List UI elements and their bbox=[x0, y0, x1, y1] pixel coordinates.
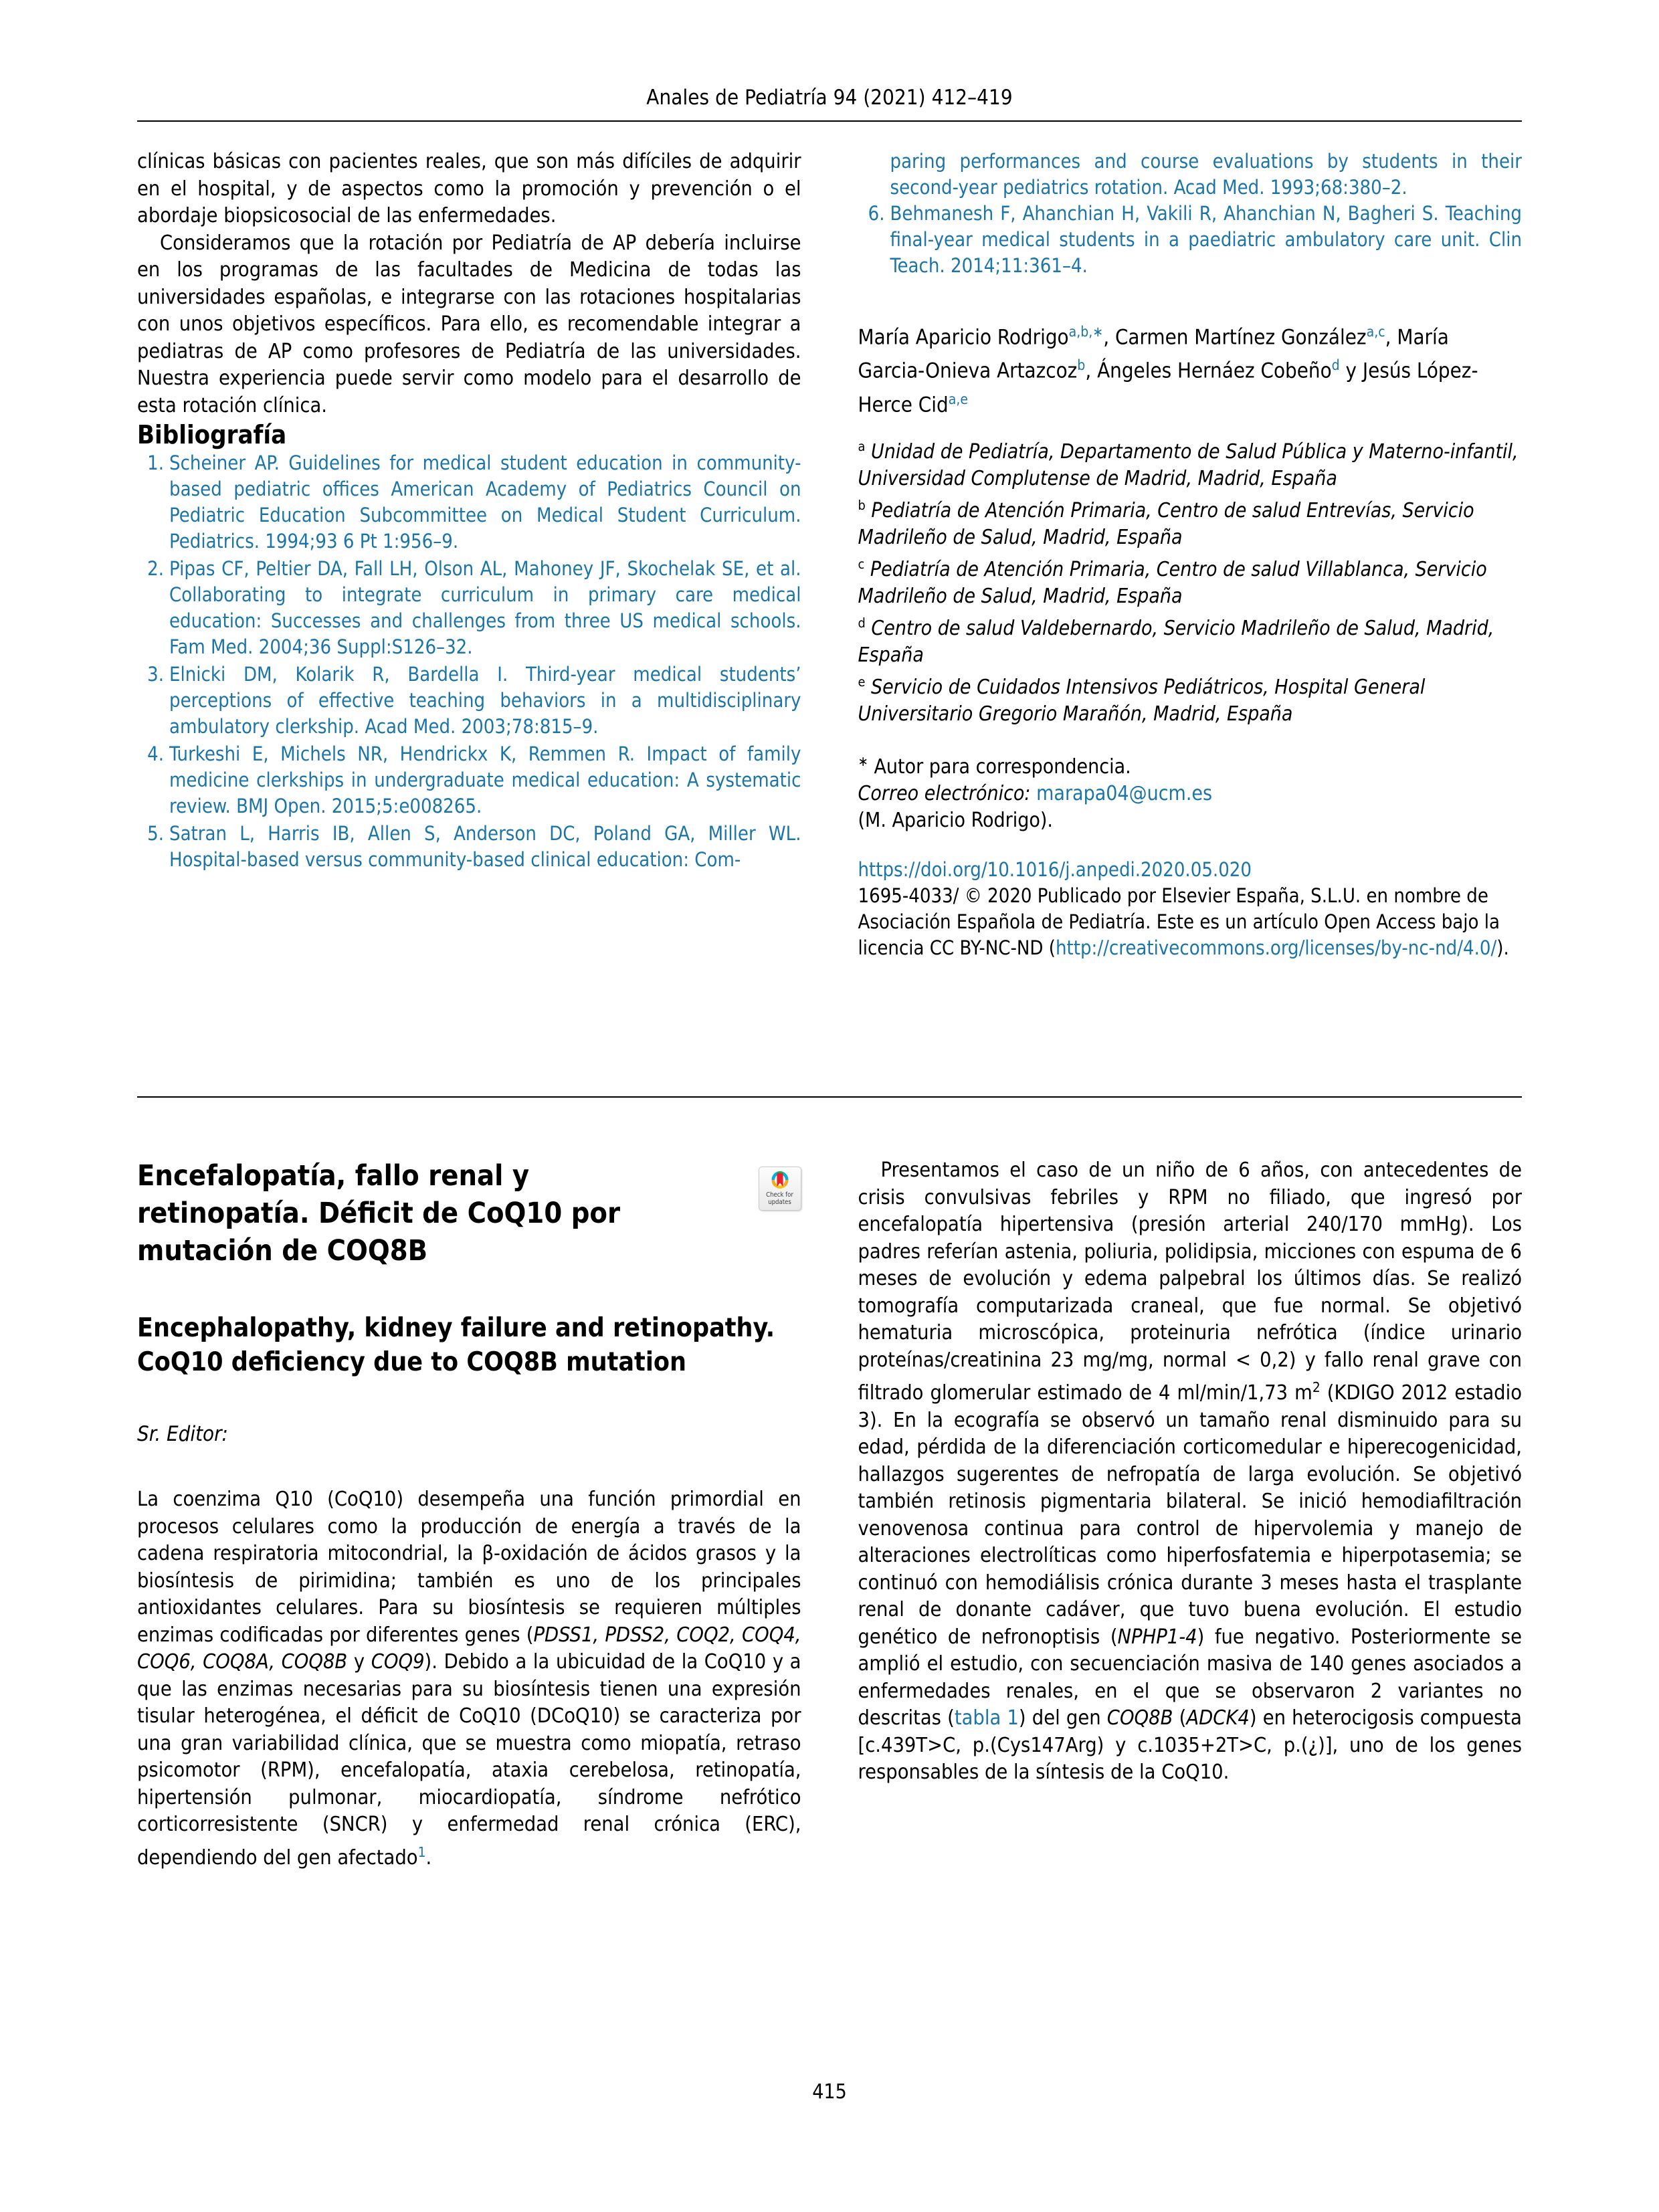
author-list bbox=[858, 318, 1523, 419]
affiliation-text: Pediatría de Atención Primaria, Centro de salud Entrevías, Servicio Madrileño de Salud, Madrid, España bbox=[858, 498, 1474, 549]
running-head: Anales de Pediatría 94 (2021) 412–419 bbox=[646, 86, 1013, 110]
article1-right-column bbox=[858, 148, 1523, 961]
email-link[interactable]: marapa04@ucm.es bbox=[1036, 781, 1213, 805]
author-sep: , bbox=[1103, 325, 1115, 350]
gene-adck4: ADCK4 bbox=[1186, 1706, 1250, 1730]
affiliation-marker: d bbox=[858, 615, 866, 631]
affiliation-text: Unidad de Pediatría, Departamento de Salud Pública y Materno-infantil, Universidad Complutense de Madrid, Madrid, España bbox=[858, 439, 1519, 490]
affiliation-item bbox=[858, 551, 1523, 610]
running-head-rule bbox=[137, 120, 1522, 122]
article2-left-paragraph: La coenzima Q10 (CoQ10) desempeña una función primordial en procesos celulares como la producción de energía a través de la cadena respiratoria mitocondrial, la β-oxidación de ácidos grasos y la biosíntesis de pirimidina; también es uno de los principales antioxidantes celulares. Para su biosíntesis se requieren múltiples enzimas codificadas por diferentes genes (PDSS1, PDSS2, COQ2, COQ4, COQ6, COQ8A, COQ8B y COQ9). Debido a la ubicuidad de la CoQ10 y a que las enzimas necesarias para su biosíntesis tienen una expresión tisular heterogénea, el déficit de CoQ10 (DCoQ10) se caracteriza por una gran variabilidad clínica, que se muestra como miopatía, retraso psicomotor (RPM), encefalopatía, ataxia cerebelosa, retinopatía, hipertensión pulmonar, miocardiopatía, síndrome nefrótico corticorresistente (SNCR) y enfermedad renal crónica (ERC), dependiendo del gen afectado$^1$. bbox=[137, 1488, 801, 1870]
affiliation-list bbox=[858, 433, 1523, 728]
paragraph-considerations: Consideramos que la rotación por Pediatría de AP debería incluirse en los programas de las facultades de Medicina de todas las universidades españolas, e integrarse con las rotaciones hospitalarias con unos objetivos específicos. Para ello, es recomendable integrar a pediatras de AP como profesores de Pediatría de las universidades. Nuestra experiencia puede servir como modelo para el desarrollo de esta rotación clínica. bbox=[137, 231, 801, 417]
corresponding-author-block bbox=[858, 748, 1523, 834]
author-affiliation-marker: d bbox=[1331, 357, 1340, 374]
reference-item[interactable]: Satran L, Harris IB, Allen S, Anderson DC, Poland GA, Miller WL. Hospital-based versus community-based clinical education: Com- bbox=[169, 822, 801, 871]
continued-paragraph: clínicas básicas con pacientes reales, que son más difíciles de adquirir en el hospital, y de aspectos como la promoción y prevención o el abordaje biopsicosocial de las enfermedades. bbox=[137, 150, 801, 227]
gene-coq9: COQ9 bbox=[371, 1650, 425, 1674]
gene-names: PDSS1, PDSS2, COQ2, COQ4, COQ6, COQ8A, COQ8B bbox=[137, 1623, 801, 1674]
affiliation-marker: a bbox=[858, 438, 866, 454]
affiliation-marker: c bbox=[858, 556, 865, 572]
page-number: 415 bbox=[812, 2080, 847, 2104]
corresponding-author-note: ∗ Autor para correspondencia. bbox=[858, 752, 1131, 779]
reference-item[interactable]: Pipas CF, Peltier DA, Fall LH, Olson AL, Mahoney JF, Skochelak SE, et al. Collaborating to integrate curriculum in primary care medical education: Successes and challenges from three US medical schools. Fam Med. 2004;36 Suppl:S126–32. bbox=[169, 557, 801, 658]
copyright-text: 1695-4033/ © 2020 Publicado por Elsevier España, S.L.U. en nombre de Asociación Española de Pediatría. Este es un artículo Open Access bajo la licencia CC BY-NC-ND (http://creativecommons.org/licenses/by-nc-nd/4.0/). bbox=[858, 884, 1509, 959]
gene-coq8b: COQ8B bbox=[1106, 1706, 1173, 1730]
article-separator-rule bbox=[137, 1096, 1522, 1098]
affiliation-item bbox=[858, 433, 1523, 492]
affiliation-marker: b bbox=[858, 497, 866, 513]
affiliation-text: Servicio de Cuidados Intensivos Pediátricos, Hospital General Universitario Gregorio Marañón, Madrid, España bbox=[858, 675, 1426, 726]
email-owner: (M. Aparicio Rodrigo). bbox=[858, 808, 1053, 832]
reference-item[interactable]: Scheiner AP. Guidelines for medical student education in community-based pediatric offices American Academy of Pediatrics Council on Pediatric Education Subcommittee on Medical Student Curriculum. Pediatrics. 1994;93 6 Pt 1:956–9. bbox=[169, 451, 801, 552]
salutation: Sr. Editor: bbox=[137, 1422, 228, 1446]
author-name: Carmen Martínez González bbox=[1114, 325, 1367, 350]
doi-copyright-block bbox=[858, 857, 1523, 961]
author-name: Ángeles Hernáez Cobeño bbox=[1097, 359, 1332, 383]
reference5-continuation[interactable]: paring performances and course evaluations by students in their second-year pediatrics rotation. Acad Med. 1993;68:380–2. bbox=[890, 150, 1522, 199]
article-title-en: Encephalopathy, kidney failure and retinopathy. CoQ10 deficiency due to COQ8B mutation bbox=[137, 1313, 775, 1377]
author-sep: , bbox=[1085, 359, 1098, 383]
bibliography-heading: Bibliografía bbox=[137, 420, 287, 449]
superscript-squared: 2 bbox=[1312, 1379, 1321, 1395]
author-sep: , bbox=[1385, 325, 1391, 350]
affiliation-item bbox=[858, 669, 1523, 728]
crossmark-label: Check for updates bbox=[766, 1191, 793, 1206]
reference-item[interactable]: Behmanesh F, Ahanchian H, Vakili R, Ahanchian N, Bagheri S. Teaching final-year medical students in a paediatric ambulatory care unit. Clin Teach. 2014;11:361–4. bbox=[890, 202, 1522, 277]
article1-columns bbox=[137, 148, 1522, 961]
reference-item[interactable]: Elnicki DM, Kolarik R, Bardella I. Third-year medical students’ perceptions of effective teaching behaviors in a multidisciplinary ambulatory clerkship. Acad Med. 2003;78:815–9. bbox=[169, 663, 801, 738]
affiliation-marker: e bbox=[858, 674, 866, 690]
license-link[interactable]: http://creativecommons.org/licenses/by-nc-nd/4.0/ bbox=[1055, 936, 1497, 959]
author-name: María Garcia-Onieva Artazcoz bbox=[858, 325, 1449, 383]
doi-link[interactable]: https://doi.org/10.1016/j.anpedi.2020.05.020 bbox=[858, 858, 1252, 881]
affiliation-item bbox=[858, 610, 1523, 669]
article2-right-column bbox=[858, 1157, 1523, 1787]
reference-item[interactable]: Turkeshi E, Michels NR, Hendrickx K, Remmen R. Impact of family medicine clerkships in undergraduate medical education: A systematic review. BMJ Open. 2015;5:e008265. bbox=[169, 742, 801, 817]
article2-right-paragraph: Presentamos el caso de un niño de 6 años, con antecedentes de crisis convulsivas febriles y RPM no filiado, que ingresó por encefalopatía hipertensiva (presión arterial 240/170 mmHg). Los padres referían astenia, poliuria, polidipsia, micciones con espuma de 6 meses de evolución y edema palpebral los últimos días. Se realizó tomografía computarizada craneal, que fue normal. Se objetivó hematuria microscópica, proteinuria nefrótica (índice urinario proteínas/creatinina 23 mg/mg, normal < 0,2) y fallo renal grave con filtrado glomerular estimado de 4 ml/min/1,73 $m^2$ (KDIGO 2012 estadio 3). En la ecografía se observó un tamaño renal disminuido para su edad, pérdida de la diferenciación corticomedular e hiperecogenicidad, hallazgos sugerentes de nefropatía de larga evolución. Se objetivó también retinosis pigmentaria bilateral. Se inició hemodiafiltración venovenosa continua para control de hipervolemia y manejo de alteraciones electrolíticas como hiperfosfatemia e hiperpotasemia; se continuó con hemodiálisis crónica durante 3 meses hasta el trasplante renal de donante cadáver, que tuvo buena evolución. El estudio genético de nefronoptisis (NPHP1-4) fue negativo. Posteriormente se amplió el estudio, con secuenciación masiva de 140 genes asociados a enfermedades renales, en el que se observaron 2 variantes no descritas (tabla 1) del gen COQ8B (ADCK4) en heterocigosis compuesta [c.439T>C, p.(Cys147Arg) y c.1035+2T>C, p.(¿)], uno de los genes responsables de la síntesis de la CoQ10. bbox=[858, 1159, 1522, 1785]
affiliation-item bbox=[858, 492, 1523, 551]
author-name: y Jesús López-Herce Cid bbox=[858, 359, 1478, 417]
article1-left-column bbox=[137, 148, 801, 874]
article-title-es: Encefalopatía, fallo renal y retinopatía. Déficit de CoQ10 por mutación de COQ8B bbox=[137, 1159, 621, 1268]
table-link[interactable]: tabla 1 bbox=[954, 1706, 1019, 1730]
author-name: María Aparicio Rodrigo bbox=[858, 325, 1069, 350]
reference-list-continued bbox=[858, 201, 1523, 279]
citation-marker[interactable]: 1 bbox=[417, 1843, 426, 1860]
email-line bbox=[858, 781, 1523, 807]
crossmark-badge[interactable] bbox=[759, 1167, 801, 1211]
article2-left-column bbox=[137, 1157, 801, 1872]
author-affiliation-marker: b bbox=[1077, 357, 1086, 374]
gene-nphp: NPHP1-4 bbox=[1117, 1625, 1197, 1649]
author-affiliation-marker: a,e bbox=[948, 390, 969, 407]
asterisk-marker: ∗ bbox=[858, 752, 868, 769]
crossmark-icon bbox=[766, 1170, 794, 1191]
article2-columns bbox=[137, 1157, 1522, 1872]
affiliation-text: Centro de salud Valdebernardo, Servicio Madrileño de Salud, Madrid, España bbox=[858, 616, 1494, 667]
author-affiliation-marker: a,c bbox=[1366, 323, 1385, 340]
reference-list bbox=[137, 450, 801, 873]
email-label: Correo electrónico: bbox=[858, 781, 1031, 805]
author-affiliation-marker: a,b,∗ bbox=[1068, 323, 1104, 340]
affiliation-text: Pediatría de Atención Primaria, Centro de salud Villablanca, Servicio Madrileño de Salud, Madrid, España bbox=[858, 557, 1487, 608]
